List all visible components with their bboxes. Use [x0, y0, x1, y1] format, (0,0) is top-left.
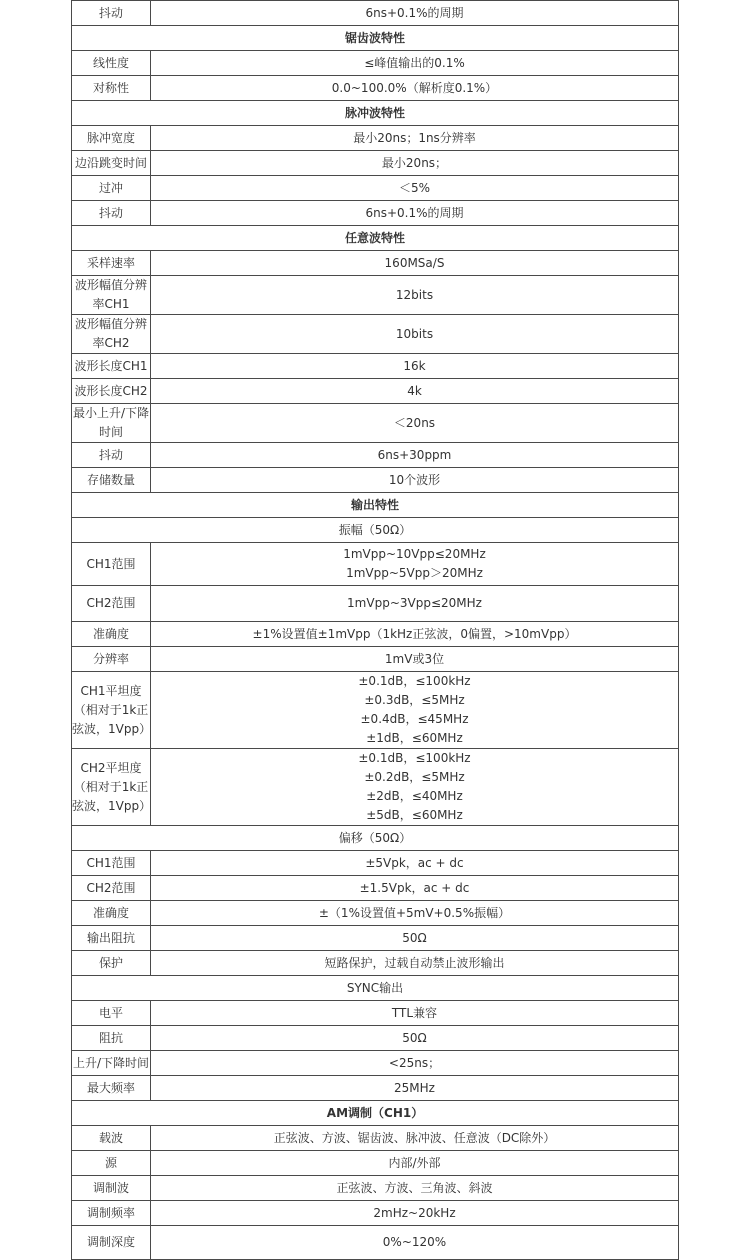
cell-text-line: ±0.3dB，≤5MHz: [364, 693, 465, 707]
spec-value: [151, 51, 679, 76]
cell-text-line: 存储数量: [86, 472, 135, 487]
spec-value: [151, 1026, 679, 1051]
spec-row: [72, 1176, 679, 1201]
spec-value: [151, 749, 679, 826]
cell-text-line: ±0.1dB，≤100kHz: [358, 751, 471, 765]
cell-text-line: 波形长度CH2: [74, 383, 148, 398]
section-header-row: [72, 26, 679, 51]
cell-text-line: 弦波，1Vpp）: [72, 798, 152, 813]
cell-text-line: 边沿跳变时间: [74, 155, 147, 170]
spec-row: [72, 672, 679, 749]
spec-label: [72, 749, 151, 826]
cell-text-line: 调制波: [92, 1180, 129, 1195]
cell-text-line: 采样速率: [86, 255, 135, 270]
spec-value: [151, 1, 679, 26]
cell-text-line: 160MSa/S: [384, 255, 445, 270]
spec-row: [72, 404, 679, 443]
spec-row: [72, 51, 679, 76]
spec-value: [151, 1151, 679, 1176]
cell-text-line: ≤峰值输出的0.1%: [364, 55, 465, 70]
spec-row: [72, 76, 679, 101]
section-title: 脉冲波特性: [72, 101, 679, 126]
cell-text-line: 1mVpp~10Vpp≤20MHz: [343, 547, 486, 561]
spec-value: [151, 379, 679, 404]
cell-text-line: 25MHz: [394, 1080, 435, 1095]
spec-label: [72, 51, 151, 76]
spec-row: [72, 1076, 679, 1101]
spec-value: [151, 647, 679, 672]
cell-text-line: 最小20ns；: [381, 155, 448, 170]
cell-text-line: 时间: [98, 425, 123, 439]
cell-text-line: 线性度: [92, 55, 129, 70]
subsection-title: 偏移（50Ω）: [72, 826, 679, 851]
cell-text-line: ±1dB，≤60MHz: [366, 731, 463, 745]
spec-label: [72, 176, 151, 201]
spec-value: [151, 276, 679, 315]
cell-text-line: 分辨率: [92, 651, 129, 666]
cell-text-line: 1mVpp~3Vpp≤20MHz: [347, 596, 482, 610]
section-header-row: [72, 493, 679, 518]
cell-text-line: 抖动: [98, 5, 123, 20]
cell-text-line: ±0.4dB，≤45MHz: [360, 712, 469, 726]
cell-text-line: ±5Vpk，ac + dc: [365, 855, 464, 870]
spec-row: [72, 1126, 679, 1151]
spec-row: [72, 468, 679, 493]
spec-label: [72, 901, 151, 926]
cell-text-line: 1mV或3位: [384, 651, 445, 666]
spec-value: [151, 672, 679, 749]
subsection-header-row: [72, 976, 679, 1001]
cell-text-line: 50Ω: [402, 1030, 427, 1045]
cell-text-line: 12bits: [395, 287, 434, 302]
spec-label: [72, 1201, 151, 1226]
spec-label: [72, 1176, 151, 1201]
spec-value: [151, 201, 679, 226]
spec-row: [72, 622, 679, 647]
cell-text-line: TTL兼容: [391, 1005, 438, 1020]
cell-text-line: CH1范围: [86, 855, 136, 870]
subsection-header-row: [72, 518, 679, 543]
spec-row: [72, 251, 679, 276]
cell-text-line: 0%~120%: [382, 1235, 447, 1249]
cell-text-line: 6ns+30ppm: [377, 447, 452, 462]
spec-label: [72, 201, 151, 226]
cell-text-line: 波形长度CH1: [74, 358, 148, 373]
cell-text-line: ＜5%: [398, 180, 431, 195]
cell-text-line: 1mVpp~5Vpp＞20MHz: [346, 566, 483, 580]
spec-value: [151, 1126, 679, 1151]
spec-label: [72, 1226, 151, 1260]
cell-text-line: 准确度: [92, 626, 129, 641]
cell-text-line: ±5dB，≤60MHz: [366, 808, 463, 822]
spec-value: [151, 1076, 679, 1101]
spec-label: [72, 315, 151, 354]
spec-row: [72, 1226, 679, 1260]
spec-value: [151, 176, 679, 201]
cell-text-line: 6ns+0.1%的周期: [365, 5, 464, 20]
spec-label: [72, 1051, 151, 1076]
spec-label: [72, 1026, 151, 1051]
spec-value: [151, 1051, 679, 1076]
subsection-title: 振幅（50Ω）: [72, 518, 679, 543]
spec-label: [72, 379, 151, 404]
cell-text-line: 保护: [98, 955, 123, 970]
section-header-row: [72, 101, 679, 126]
cell-text-line: ±0.1dB，≤100kHz: [358, 674, 471, 688]
cell-text-line: ＜20ns: [393, 415, 436, 430]
spec-value: [151, 251, 679, 276]
spec-row: [72, 1026, 679, 1051]
spec-row: [72, 876, 679, 901]
section-header-row: [72, 226, 679, 251]
spec-row: [72, 749, 679, 826]
spec-label: [72, 443, 151, 468]
cell-text-line: 最小20ns；1ns分辨率: [353, 130, 476, 145]
spec-row: [72, 926, 679, 951]
cell-text-line: 10bits: [395, 326, 434, 341]
cell-text-line: 最大频率: [86, 1080, 135, 1095]
spec-label: [72, 622, 151, 647]
spec-label: [72, 586, 151, 622]
spec-value: [151, 1001, 679, 1026]
spec-row: [72, 1001, 679, 1026]
spec-value: [151, 926, 679, 951]
spec-label: [72, 404, 151, 443]
cell-text-line: 50Ω: [402, 930, 427, 945]
cell-text-line: 波形幅值分辨: [74, 317, 147, 331]
spec-value: [151, 901, 679, 926]
spec-label: [72, 151, 151, 176]
section-title: 任意波特性: [72, 226, 679, 251]
spec-row: [72, 901, 679, 926]
cell-text-line: 4k: [407, 383, 422, 398]
cell-text-line: 抖动: [98, 447, 123, 462]
spec-label: [72, 276, 151, 315]
spec-label: [72, 951, 151, 976]
spec-row: [72, 126, 679, 151]
spec-row: [72, 951, 679, 976]
spec-value: [151, 951, 679, 976]
spec-label: [72, 354, 151, 379]
spec-label: [72, 76, 151, 101]
spec-row: [72, 379, 679, 404]
spec-value: [151, 126, 679, 151]
spec-value: [151, 354, 679, 379]
spec-row: [72, 647, 679, 672]
spec-row: [72, 354, 679, 379]
spec-label: [72, 468, 151, 493]
cell-text-line: 抖动: [98, 205, 123, 220]
cell-text-line: 源: [104, 1155, 117, 1170]
cell-text-line: CH2范围: [86, 596, 136, 610]
spec-label: [72, 126, 151, 151]
spec-label: [72, 647, 151, 672]
spec-table-body: [72, 1, 679, 1260]
spec-value: [151, 586, 679, 622]
section-title: 锯齿波特性: [72, 26, 679, 51]
cell-text-line: ±2dB，≤40MHz: [366, 789, 463, 803]
spec-label: [72, 1001, 151, 1026]
cell-text-line: 上升/下降时间: [72, 1055, 150, 1070]
cell-text-line: 正弦波、方波、锯齿波、脉冲波、任意波（DC除外）: [273, 1130, 556, 1145]
cell-text-line: （相对于1k正: [73, 779, 149, 794]
cell-text-line: ±1%设置值±1mVpp（1kHz正弦波，0偏置，>10mVpp）: [252, 626, 577, 641]
spec-row: [72, 543, 679, 586]
spec-label: [72, 1126, 151, 1151]
cell-text-line: （相对于1k正: [73, 702, 149, 717]
cell-text-line: CH2平坦度: [80, 760, 142, 775]
cell-text-line: 弦波，1Vpp）: [72, 721, 152, 736]
cell-text-line: 正弦波、方波、三角波、斜波: [336, 1180, 493, 1195]
cell-text-line: 波形幅值分辨: [74, 278, 147, 292]
spec-row: [72, 151, 679, 176]
spec-label: [72, 926, 151, 951]
cell-text-line: 2mHz~20kHz: [373, 1205, 456, 1220]
spec-row: [72, 1051, 679, 1076]
cell-text-line: 脉冲宽度: [86, 130, 135, 145]
spec-row: [72, 276, 679, 315]
spec-value: [151, 315, 679, 354]
cell-text-line: 短路保护，过载自动禁止波形输出: [324, 955, 505, 970]
spec-value: [151, 543, 679, 586]
spec-value: [151, 443, 679, 468]
cell-text-line: 载波: [98, 1130, 123, 1145]
cell-text-line: CH1范围: [86, 556, 136, 571]
spec-value: [151, 851, 679, 876]
spec-label: [72, 851, 151, 876]
cell-text-line: ±（1%设置值+5mV+0.5%振幅）: [318, 905, 511, 920]
spec-row: [72, 851, 679, 876]
spec-value: [151, 876, 679, 901]
spec-label: [72, 672, 151, 749]
cell-text-line: 准确度: [92, 905, 129, 920]
cell-text-line: CH2范围: [86, 880, 136, 895]
cell-text-line: 对称性: [92, 80, 129, 95]
cell-text-line: 6ns+0.1%的周期: [365, 205, 464, 220]
spec-value: [151, 1176, 679, 1201]
cell-text-line: 最小上升/下降: [72, 406, 150, 420]
spec-value: [151, 622, 679, 647]
spec-label: [72, 876, 151, 901]
cell-text-line: 0.0~100.0%（解析度0.1%）: [331, 80, 498, 95]
section-title: 输出特性: [72, 493, 679, 518]
spec-row: [72, 1201, 679, 1226]
cell-text-line: 输出阻抗: [86, 930, 135, 945]
cell-text-line: <25ns；: [388, 1055, 441, 1070]
subsection-header-row: [72, 826, 679, 851]
section-title: AM调制（CH1）: [72, 1101, 679, 1126]
cell-text-line: 调制频率: [86, 1205, 135, 1220]
spec-label: [72, 1151, 151, 1176]
spec-row: [72, 586, 679, 622]
cell-text-line: CH1平坦度: [80, 683, 142, 698]
cell-text-line: 电平: [98, 1005, 123, 1020]
spec-value: [151, 76, 679, 101]
cell-text-line: 调制深度: [86, 1235, 135, 1249]
spec-row: [72, 315, 679, 354]
cell-text-line: 内部/外部: [388, 1155, 441, 1170]
cell-text-line: 率CH1: [92, 297, 130, 311]
spec-label: [72, 1, 151, 26]
spec-label: [72, 1076, 151, 1101]
spec-value: [151, 468, 679, 493]
spec-row: [72, 1, 679, 26]
spec-row: [72, 176, 679, 201]
spec-label: [72, 543, 151, 586]
cell-text-line: ±0.2dB，≤5MHz: [364, 770, 465, 784]
spec-value: [151, 1226, 679, 1260]
cell-text-line: ±1.5Vpk，ac + dc: [359, 880, 470, 895]
cell-text-line: 16k: [403, 358, 426, 373]
spec-value: [151, 151, 679, 176]
cell-text-line: 10个波形: [388, 472, 441, 487]
cell-text-line: 阻抗: [98, 1030, 123, 1045]
cell-text-line: 率CH2: [92, 336, 130, 350]
cell-text-line: 过冲: [98, 180, 123, 195]
spec-value: [151, 1201, 679, 1226]
spec-value: [151, 404, 679, 443]
spec-row: [72, 1151, 679, 1176]
subsection-title: SYNC输出: [72, 976, 679, 1001]
spec-label: [72, 251, 151, 276]
section-header-row: [72, 1101, 679, 1126]
spec-row: [72, 201, 679, 226]
spec-row: [72, 443, 679, 468]
spec-table: [71, 0, 679, 1260]
